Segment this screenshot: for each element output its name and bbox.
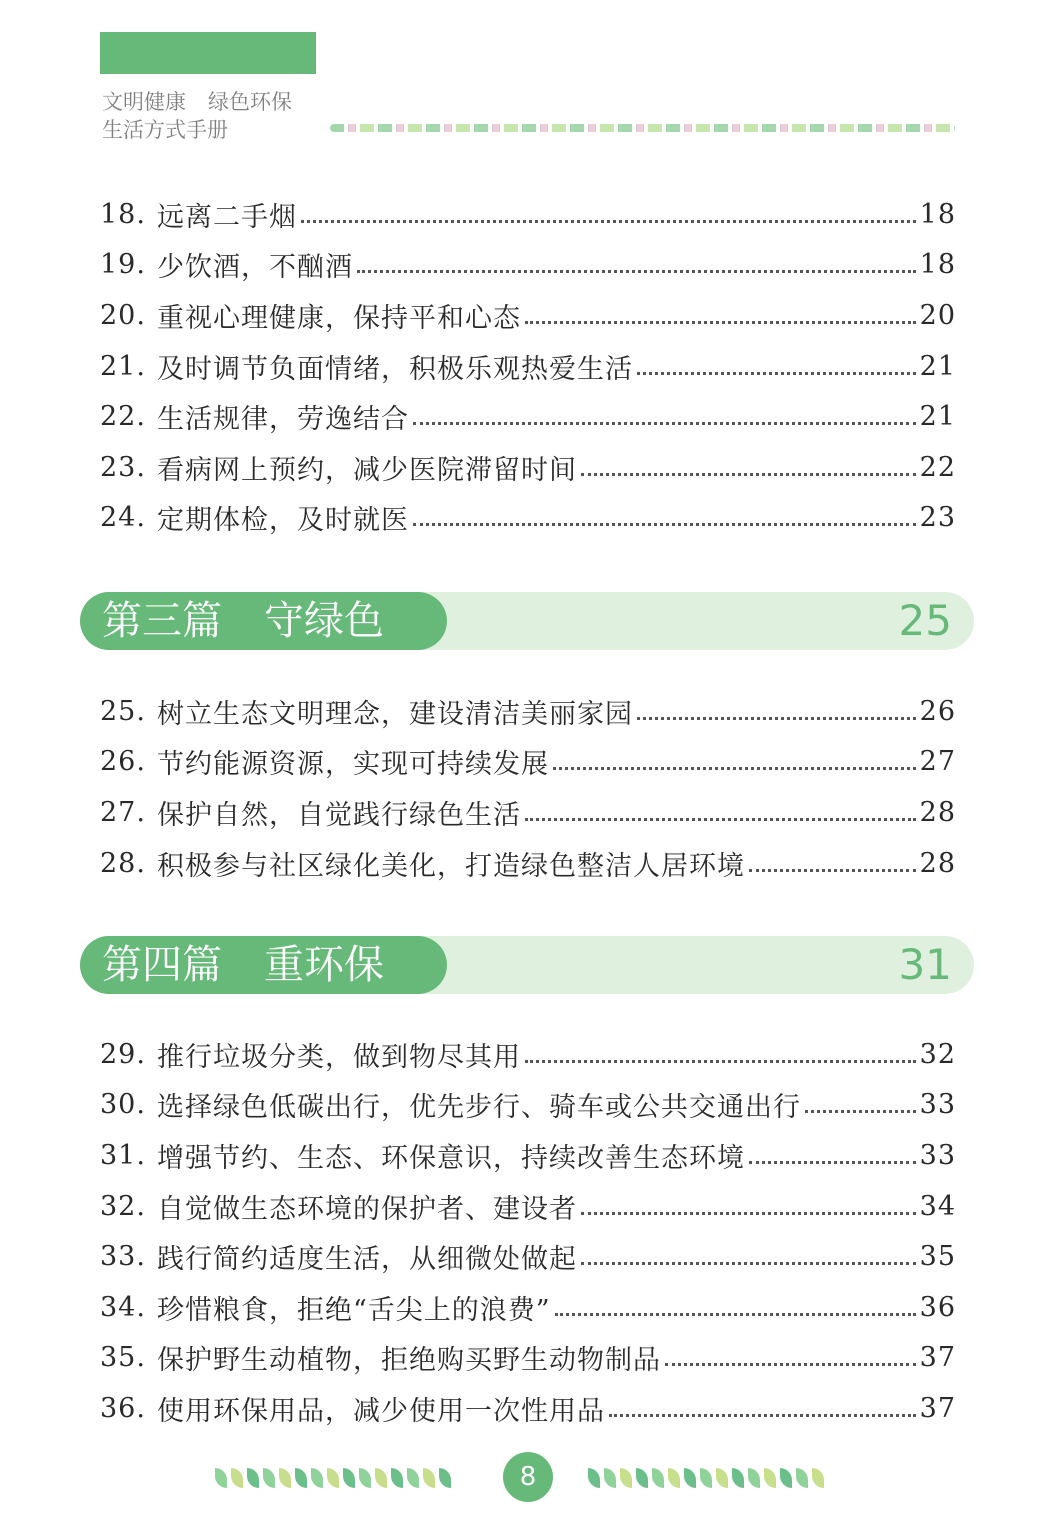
leader-dots xyxy=(553,767,916,770)
leader-dots xyxy=(525,1060,916,1063)
leaf-icon xyxy=(279,1468,291,1488)
leaf-icon xyxy=(231,1468,243,1488)
toc-entry[interactable]: 18. 远离二手烟 18 xyxy=(100,198,956,233)
book-title-line1a: 文明健康 xyxy=(102,90,186,114)
leader-dots xyxy=(525,321,916,324)
book-title xyxy=(102,88,292,144)
leader-dots xyxy=(749,869,916,872)
leaf-icon xyxy=(295,1468,307,1488)
toc-entry[interactable]: 35. 保护野生动植物，拒绝购买野生动物制品 37 xyxy=(100,1342,956,1377)
section-4-title: 第四篇 重环保 xyxy=(80,936,447,994)
leaf-icon xyxy=(375,1468,387,1488)
toc-entry[interactable]: 33. 践行简约适度生活，从细微处做起 35 xyxy=(100,1241,956,1276)
leaf-icon xyxy=(439,1468,451,1488)
leader-dots xyxy=(555,1313,916,1316)
leader-dots xyxy=(637,372,916,375)
leader-dots xyxy=(357,270,916,273)
leaf-icon xyxy=(311,1468,323,1488)
toc-entry[interactable]: 20. 重视心理健康，保持平和心态 20 xyxy=(100,299,956,334)
page-number-badge: 8 xyxy=(503,1452,553,1502)
leaf-icon xyxy=(423,1468,435,1488)
leaf-icon xyxy=(684,1468,696,1488)
toc-entry[interactable]: 30. 选择绿色低碳出行，优先步行、骑车或公共交通出行 33 xyxy=(100,1089,956,1124)
section-3-title: 第三篇 守绿色 xyxy=(80,592,447,650)
leaf-icon xyxy=(620,1468,632,1488)
leaf-icon xyxy=(263,1468,275,1488)
leader-dots xyxy=(581,1262,916,1265)
toc-group-3 xyxy=(100,1029,956,1434)
toc-entry[interactable]: 21. 及时调节负面情绪，积极乐观热爱生活 21 xyxy=(100,350,956,385)
section-3-banner[interactable] xyxy=(80,592,974,650)
leaf-icon xyxy=(604,1468,616,1488)
toc-entry[interactable]: 24. 定期体检，及时就医 23 xyxy=(100,502,956,537)
toc-entry[interactable]: 23. 看病网上预约，减少医院滞留时间 22 xyxy=(100,451,956,486)
leaf-icon xyxy=(588,1468,600,1488)
leader-dots xyxy=(665,1363,916,1366)
toc-entry[interactable]: 22. 生活规律，劳逸结合 21 xyxy=(100,401,956,436)
leader-dots xyxy=(805,1110,916,1113)
toc-entry[interactable]: 27. 保护自然，自觉践行绿色生活 28 xyxy=(100,796,956,831)
leader-dots xyxy=(525,818,916,821)
leader-dots xyxy=(749,1161,916,1164)
leaf-icon xyxy=(407,1468,419,1488)
leaf-icon xyxy=(359,1468,371,1488)
leader-dots xyxy=(301,220,916,223)
toc-group-1 xyxy=(100,189,956,543)
toc-entry[interactable]: 36. 使用环保用品，减少使用一次性用品 37 xyxy=(100,1392,956,1427)
leaf-icon xyxy=(652,1468,664,1488)
header-color-bar xyxy=(100,32,316,74)
leaf-icon xyxy=(636,1468,648,1488)
leaf-icon xyxy=(812,1468,824,1488)
leaf-icon xyxy=(796,1468,808,1488)
leader-dots xyxy=(609,1414,916,1417)
toc-entry[interactable]: 34. 珍惜粮食，拒绝“舌尖上的浪费” 36 xyxy=(100,1291,956,1326)
leader-dots xyxy=(581,1212,916,1215)
leader-dots xyxy=(413,523,916,526)
toc-entry[interactable]: 31. 增强节约、生态、环保意识，持续改善生态环境 33 xyxy=(100,1139,956,1174)
section-3-page: 25 xyxy=(898,596,952,645)
leaf-icon xyxy=(748,1468,760,1488)
leader-dots xyxy=(581,473,916,476)
book-title-line2: 生活方式手册 xyxy=(102,118,228,142)
section-4-banner[interactable] xyxy=(80,936,974,994)
leaf-icon xyxy=(668,1468,680,1488)
book-title-line1b: 绿色环保 xyxy=(208,90,292,114)
leader-dots xyxy=(637,717,916,720)
leaf-icon xyxy=(327,1468,339,1488)
toc-group-2 xyxy=(100,686,956,888)
toc-entry[interactable]: 32. 自觉做生态环境的保护者、建设者 34 xyxy=(100,1190,956,1225)
toc-entry[interactable]: 26. 节约能源资源，实现可持续发展 27 xyxy=(100,746,956,781)
leaf-icon xyxy=(247,1468,259,1488)
leaf-icon xyxy=(732,1468,744,1488)
footer-leaf-decoration-left xyxy=(215,1466,451,1490)
leaf-icon xyxy=(780,1468,792,1488)
toc-entry[interactable]: 25. 树立生态文明理念，建设清洁美丽家园 26 xyxy=(100,695,956,730)
leaf-icon xyxy=(700,1468,712,1488)
toc-entry[interactable]: 29. 推行垃圾分类，做到物尽其用 32 xyxy=(100,1038,956,1073)
section-4-page: 31 xyxy=(898,940,952,989)
toc-entry[interactable]: 19. 少饮酒，不酗酒 18 xyxy=(100,249,956,284)
leaf-icon xyxy=(716,1468,728,1488)
leaf-icon xyxy=(343,1468,355,1488)
leaf-icon xyxy=(764,1468,776,1488)
leaf-icon xyxy=(215,1468,227,1488)
leader-dots xyxy=(413,422,916,425)
leaf-icon xyxy=(391,1468,403,1488)
toc-entry[interactable]: 28. 积极参与社区绿化美化，打造绿色整洁人居环境 28 xyxy=(100,847,956,882)
footer-leaf-decoration-right xyxy=(588,1466,824,1490)
header-decorative-stripe xyxy=(330,124,955,132)
